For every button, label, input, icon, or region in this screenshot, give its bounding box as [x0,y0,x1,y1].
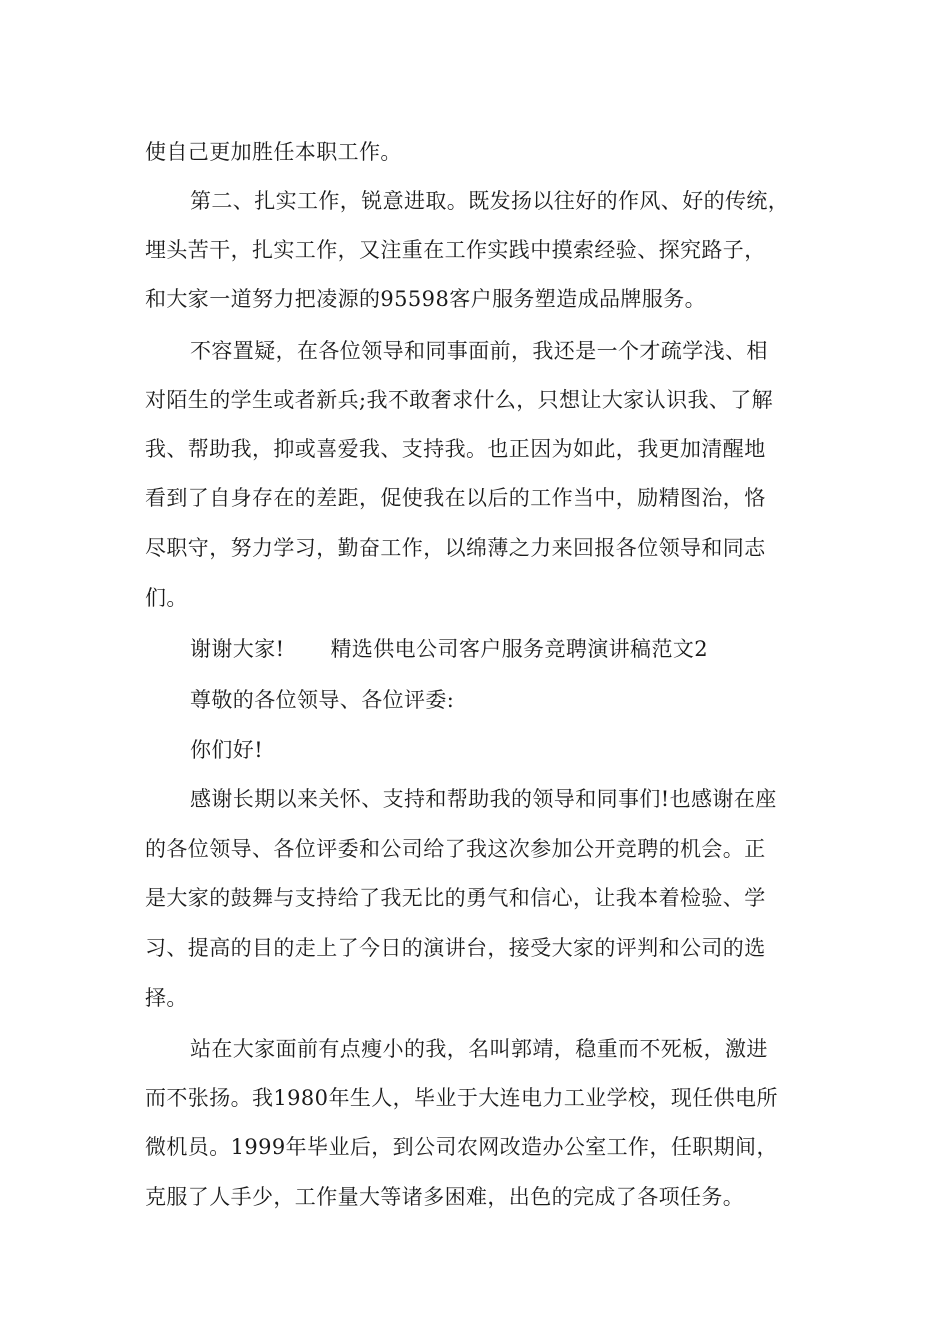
text-line [190,634,708,664]
text-line: 第二、扎实工作，锐意进取。既发扬以往好的作风、好的传统， [190,189,790,213]
text-line: 而不张扬。我1980年生人，毕业于大连电力工业学校，现任供电所 [145,1086,778,1110]
closing-thanks: 谢谢大家! [190,637,285,661]
text-line: 不容置疑，在各位领导和同事面前，我还是一个才疏学浅、相 [190,339,768,363]
section-heading: 精选供电公司客户服务竞聘演讲稿范文2 [330,637,709,661]
text-line: 习、提高的目的走上了今日的演讲台，接受大家的评判和公司的选 [145,936,766,960]
text-line: 的各位领导、各位评委和公司给了我这次参加公开竞聘的机会。正 [145,837,766,861]
text-line: 微机员。1999年毕业后，到公司农网改造办公室工作，任职期间， [145,1135,778,1159]
text-line: 们。 [145,586,188,610]
text-line: 使自己更加胜任本职工作。 [145,140,402,164]
text-line: 克服了人手少，工作量大等诸多困难，出色的完成了各项任务。 [145,1185,745,1209]
text-line: 择。 [145,986,188,1010]
text-line: 是大家的鼓舞与支持给了我无比的勇气和信心，让我本着检验、学 [145,886,766,910]
text-line: 和大家一道努力把凌源的95598客户服务塑造成品牌服务。 [145,287,707,311]
text-line: 尽职守，努力学习，勤奋工作，以绵薄之力来回报各位领导和同志 [145,536,766,560]
salutation: 尊敬的各位领导、各位评委: [190,688,455,712]
text-line: 看到了自身存在的差距，促使我在以后的工作当中，励精图治，恪 [145,486,766,510]
text-line: 感谢长期以来关怀、支持和帮助我的领导和同事们!也感谢在座 [190,787,777,811]
greeting: 你们好! [190,738,264,762]
text-line: 站在大家面前有点瘦小的我，名叫郭靖，稳重而不死板，激进 [190,1037,768,1061]
text-line: 我、帮助我，抑或喜爱我、支持我。也正因为如此，我更加清醒地 [145,437,766,461]
text-line: 埋头苦干，扎实工作，又注重在工作实践中摸索经验、探究路子， [145,238,766,262]
text-line: 对陌生的学生或者新兵;我不敢奢求什么，只想让大家认识我、了解 [145,388,774,412]
